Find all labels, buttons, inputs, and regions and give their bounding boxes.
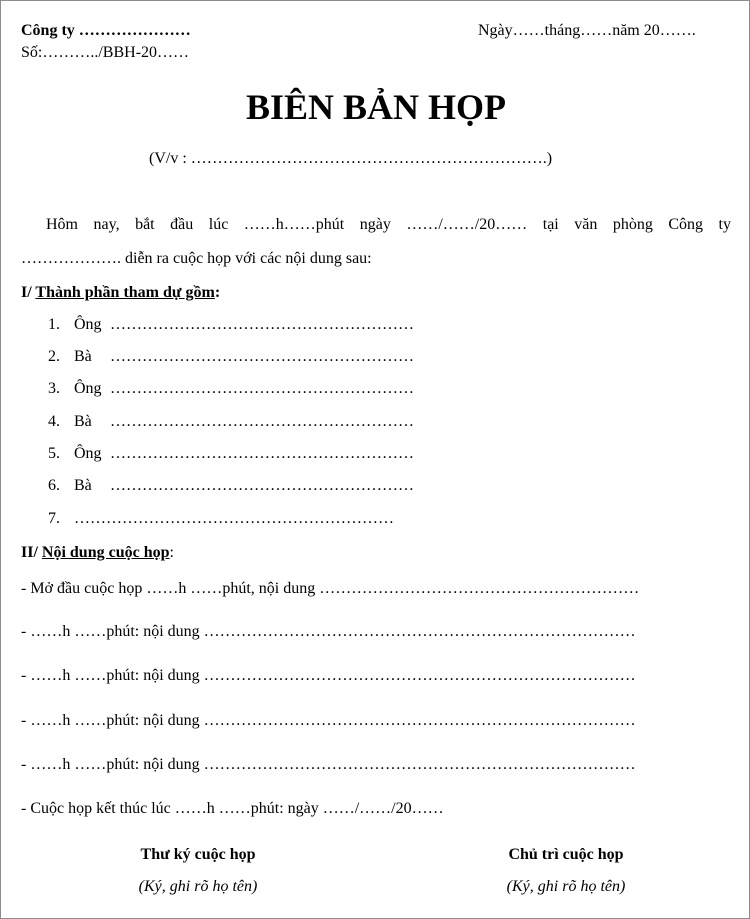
section-1-heading: I/ Thành phần tham dự gồm: [21, 284, 221, 301]
meeting-subject: (V/v : ………………………………………………………….) [149, 150, 553, 167]
agenda-item: - ……h ……phút: nội dung ……………………………………………………………………… [21, 756, 636, 773]
secretary-title: Thư ký cuộc họp [140, 846, 256, 863]
attendee-item: 7. …………………………………………………… [48, 510, 394, 527]
document-date: Ngày……tháng……năm 20……. [478, 22, 696, 39]
chair-note: (Ký, ghi rõ họ tên) [506, 878, 626, 895]
attendee-item: 2. Bà ………………………………………………… [48, 348, 414, 365]
document-title: BIÊN BẢN HỌP [245, 87, 507, 127]
agenda-item: - Mở đầu cuộc họp ……h ……phút, nội dung …………………………………………………… [21, 580, 640, 597]
attendee-item: 5. Ông ………………………………………………… [48, 445, 414, 462]
intro-line-2: ………………. diễn ra cuộc họp với các nội dung sau: [21, 250, 372, 267]
document-number: Số:………../BBH-20…… [21, 44, 190, 61]
section-2-heading: II/ Nội dung cuộc họp: [21, 544, 174, 561]
agenda-item: - ……h ……phút: nội dung ……………………………………………………………………… [21, 623, 636, 640]
attendee-item: 4. Bà ………………………………………………… [48, 413, 414, 430]
company-name: Công ty ………………… [21, 22, 191, 39]
agenda-item: - ……h ……phút: nội dung ……………………………………………………………………… [21, 667, 636, 684]
attendee-item: 3. Ông ………………………………………………… [48, 380, 414, 397]
meeting-closing: - Cuộc họp kết thúc lúc ……h ……phút: ngày ……/……/20…… [21, 800, 444, 817]
attendee-item: 1. Ông ………………………………………………… [48, 316, 414, 333]
agenda-item: - ……h ……phút: nội dung ……………………………………………………………………… [21, 712, 636, 729]
intro-line-1: Hôm nay, bắt đầu lúc ……h……phút ngày ……/……/20…… tại văn phòng Công ty [46, 216, 731, 233]
chair-title: Chủ trì cuộc họp [508, 846, 624, 863]
attendee-item: 6. Bà ………………………………………………… [48, 477, 414, 494]
secretary-note: (Ký, ghi rõ họ tên) [138, 878, 258, 895]
